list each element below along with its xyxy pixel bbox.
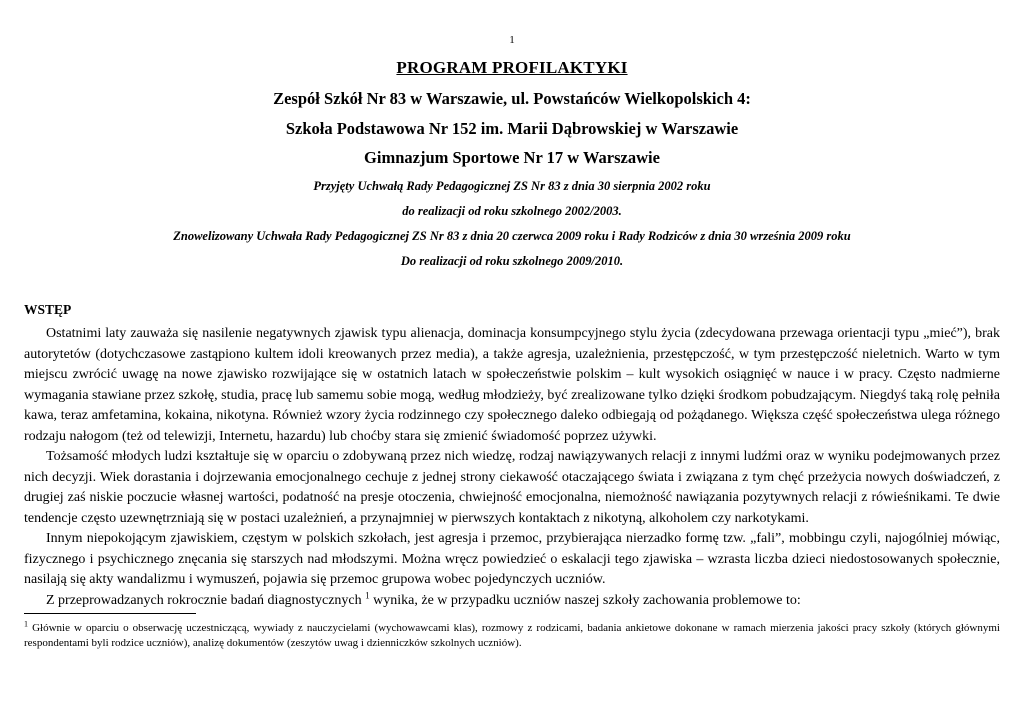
footnote-mark: 1 xyxy=(24,619,28,629)
header-line-gymnasium: Gimnazjum Sportowe Nr 17 w Warszawie xyxy=(364,148,660,167)
footnote-reference[interactable]: 1 xyxy=(365,589,370,600)
subheader-amended: Znowelizowany Uchwała Rady Pedagogicznej ZS Nr 83 z dnia 20 czerwca 2009 roku i Rady Rodziców z dnia 30 września 2009 roku xyxy=(173,229,851,243)
paragraph: Tożsamość młodych ludzi kształtuje się w oparciu o zdobywaną przez nich wiedzę, rodzaj nawiązywanych relacji z innymi ludźmi oraz w wyniku podejmowanych przez nich decyzji. Wiek dorastania i dojrzewania emocjonalnego cechuje z jednej strony ciekawość otaczającego świata i związana z tym chęć przeżycia nowych doświadczeń, z drugiej zaś niskie poczucie własnej wartości, podatność na presje otoczenia, chwiejność emocjonalna, niemożność nawiązania pozytywnych relacji z rówieśnikami. Te dwie tendencje często uzewnętrzniają się w postaci uzależnień, a przynajmniej w pierwszych kontaktach z nikotyną, alkoholem czy narkotykami. xyxy=(24,449,1000,526)
subheader-realization-2009: Do realizacji od roku szkolnego 2009/2010. xyxy=(400,254,624,268)
header-line-primary-school: Szkoła Podstawowa Nr 152 im. Marii Dąbrowskiej w Warszawie xyxy=(285,119,739,138)
paragraph-text-after: wynika, że w przypadku uczniów naszej szkoły zachowania problemowe to: xyxy=(373,592,801,608)
footnote xyxy=(24,621,1000,651)
page-number: 1 xyxy=(509,34,515,46)
paragraph: Ostatnimi laty zauważa się nasilenie negatywnych zjawisk typu alienacja, dominacja konsumpcyjnego stylu życia (zdecydowana przewaga orientacji typu „mieć”), brak autorytetów (dotychczasowe zastąpiono kultem idoli kreowanych przez media), a także agresja, uzależnienia, przestępczość, w tym przestępczość nieletnich. Warto w tym miejscu zwrócić uwagę na nowe zjawisko rozwijające się w ostatnich latach w społeczeństwie polskim – kult wysokich osiągnięć w nauce i w pracy. Często nadmierne wymagania stawiane przez szkołę, studia, pracę lub samemu sobie mogą, według młodzieży, być zrealizowane tylko dzięki środkom pobudzającym. Niegdyś taką rolę pełniła kawa, teraz amfetamina, kokaina, nikotyna. Również wzory życia rodzinnego czy społecznego daleko odbiegają od pożądanego. Większa część społeczeństwa ulega różnego rodzaju nałogom (też od telewizji, Internetu, hazardu) lub choćby stara się zmienić świadomość poprzez używki. xyxy=(24,326,1000,444)
subheader-realization-2002: do realizacji od roku szkolnego 2002/2003. xyxy=(402,204,622,218)
header-line-school-complex: Zespół Szkół Nr 83 w Warszawie, ul. Powstańców Wielkopolskich 4: xyxy=(273,89,751,108)
section-heading-introduction: WSTĘP xyxy=(24,302,72,317)
paragraph-text-before: Z przeprowadzanych rokrocznie badań diagnostycznych xyxy=(46,592,362,608)
footnote-text: Głównie w oparciu o obserwację uczestniczącą, wywiady z nauczycielami (wychowawcami klas), rozmowy z rodzicami, badania ankietowe dokonane w ramach mierzenia jakości pracy szkoły (których głównymi respondentami byli rodzice uczniów), analizę dokumentów (zeszytów uwag i dzienniczków szkolnych uczniów). xyxy=(24,622,1000,649)
document-title: PROGRAM PROFILAKTYKI xyxy=(396,58,628,77)
paragraph: Innym niepokojącym zjawiskiem, częstym w polskich szkołach, jest agresja i przemoc, przybierająca nierzadko formę tzw. „fali”, mobbingu czyli, najogólniej mówiąc, fizycznego i psychicznego znęcania się starszych nad młodszymi. Można wręcz powiedzieć o eskalacji tego zjawiska – wzrasta liczba dzieci niedostosowanych społecznie, nasilają się akty wandalizmu i wymuszeń, pojawia się przemoc grupowa wobec pojedynczych uczniów. xyxy=(24,531,1000,587)
body-text xyxy=(24,324,1000,611)
paragraph-with-footnote xyxy=(24,591,1000,612)
subheader-adopted: Przyjęty Uchwałą Rady Pedagogicznej ZS Nr 83 z dnia 30 sierpnia 2002 roku xyxy=(313,179,711,193)
footnote-separator xyxy=(24,613,196,614)
